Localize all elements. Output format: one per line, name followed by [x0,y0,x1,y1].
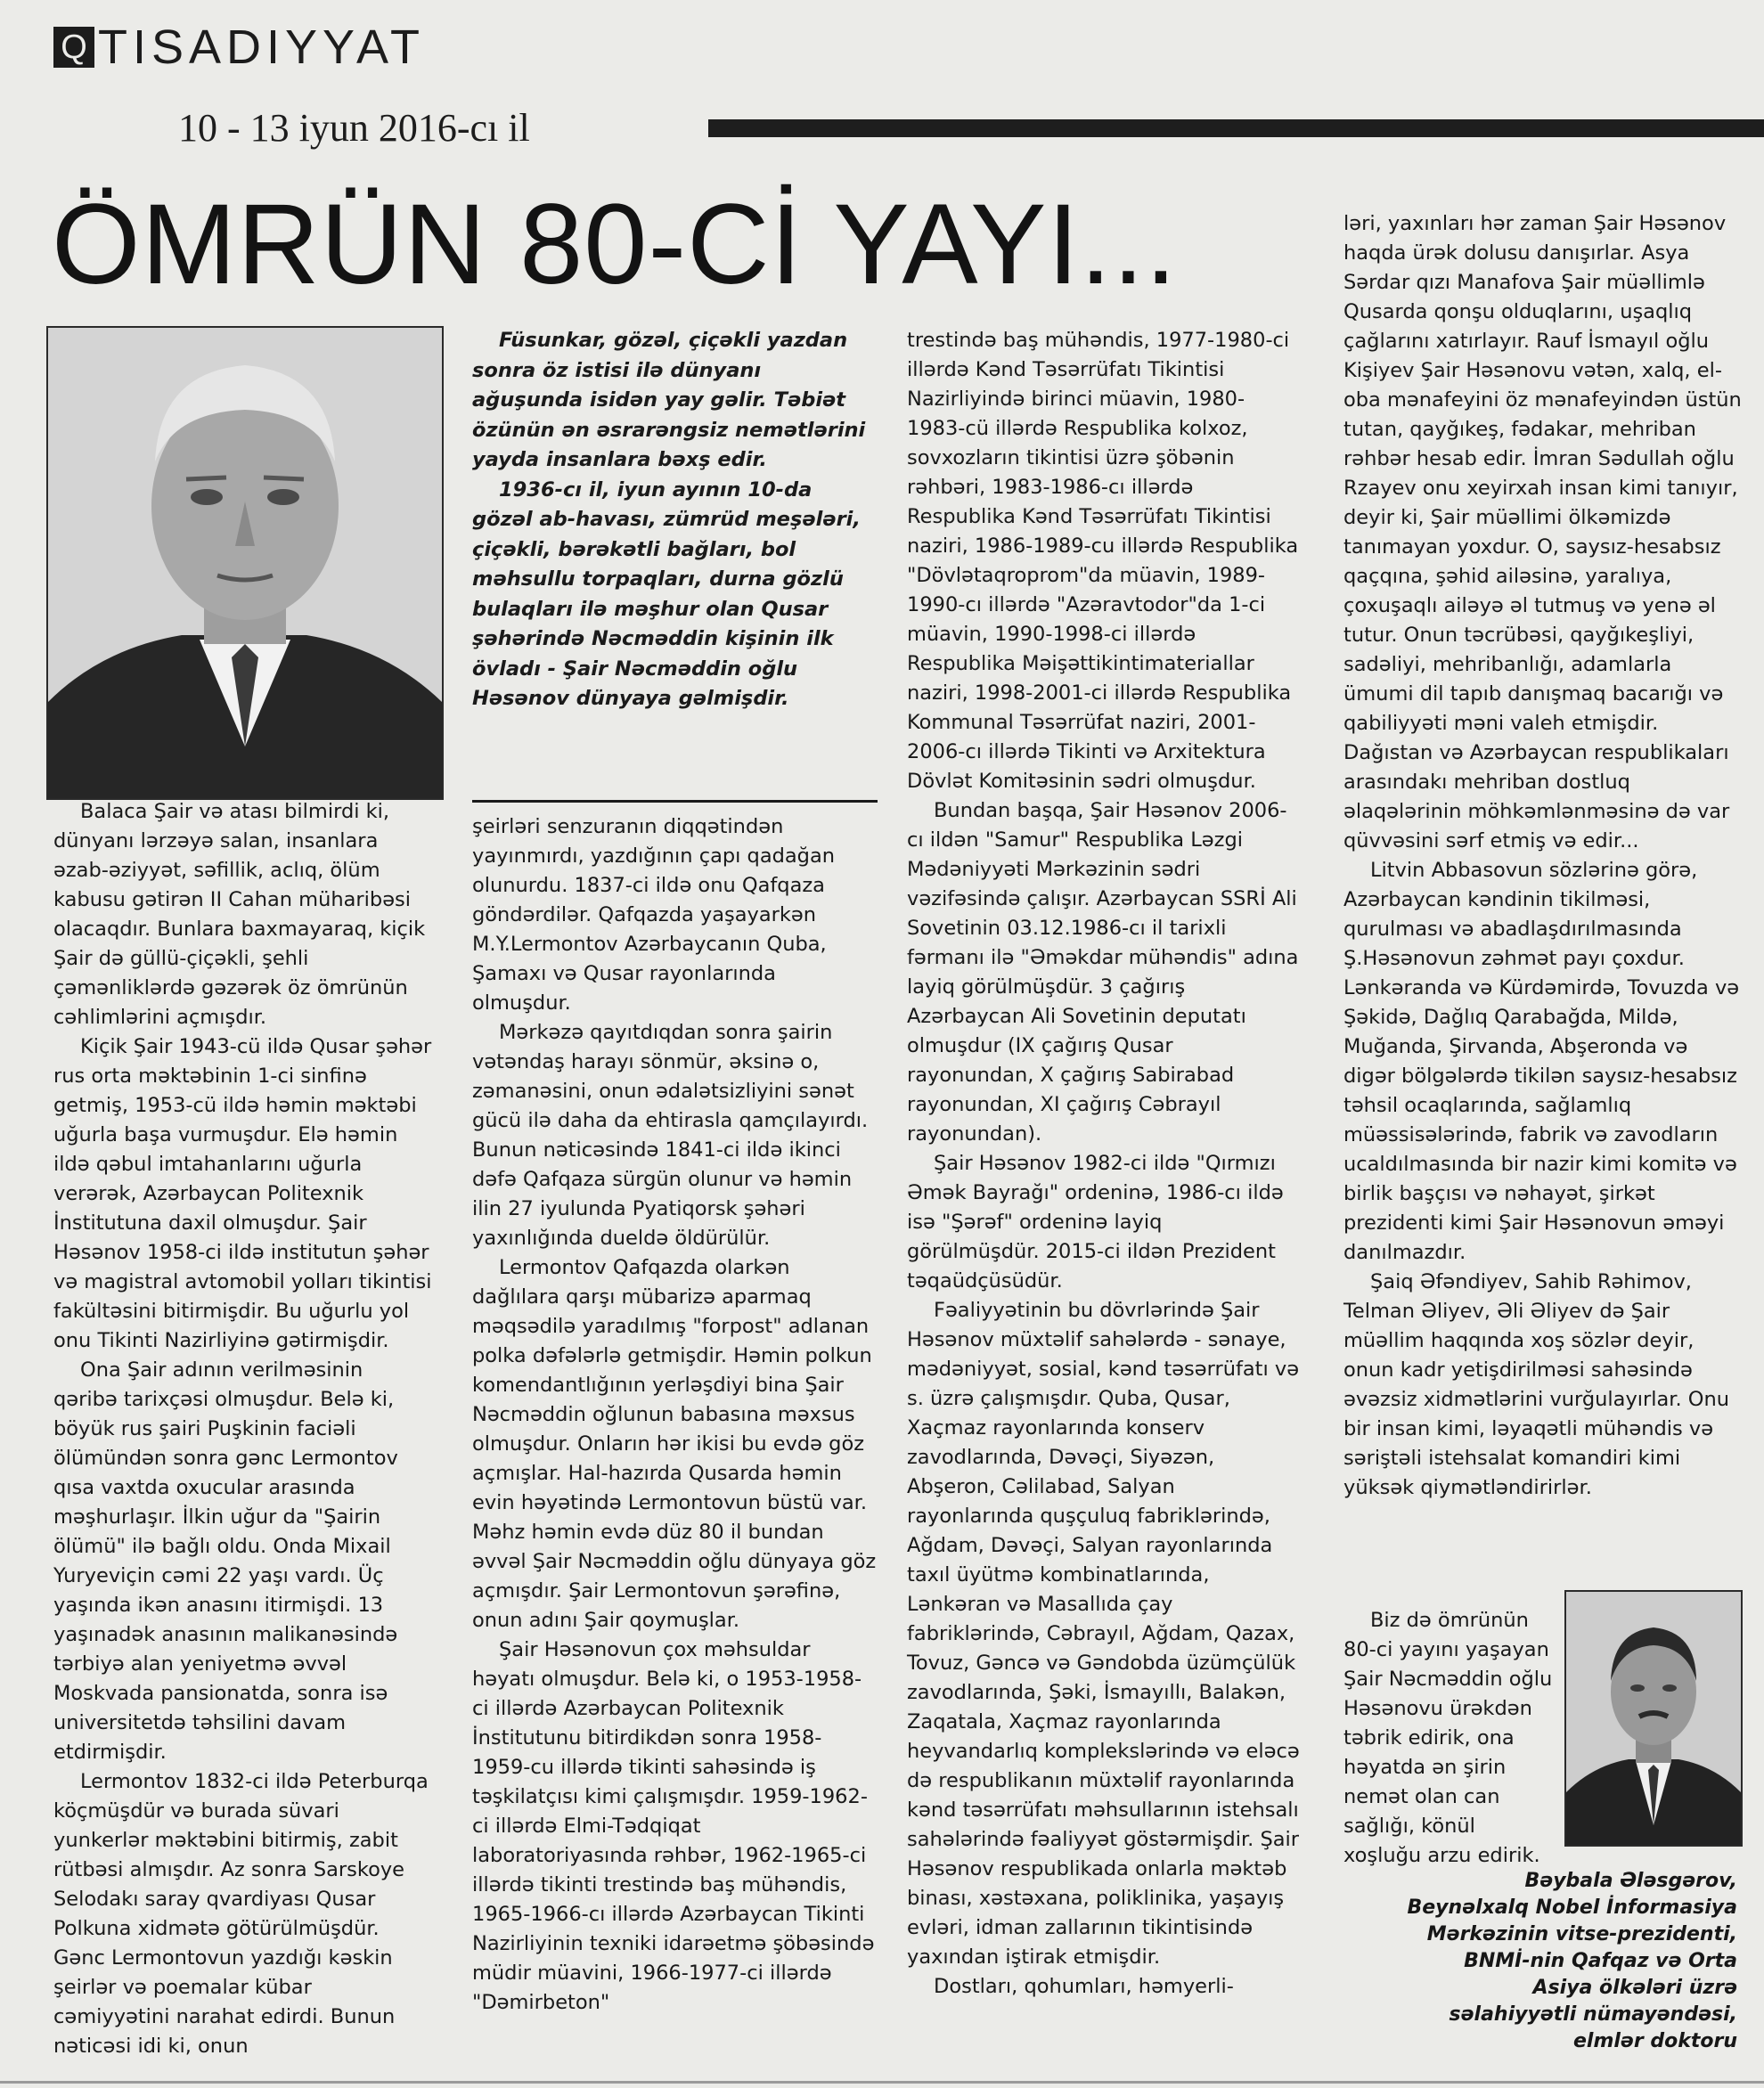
article-paragraph: Fəaliyyətinin bu dövrlərində Şair Həsənov müxtəlif sahələrdə - sənaye, mədəniyyət, sosial, kənd təsərrüfatı və s. üzrə çalışmışdır. Quba, Qusar, Xaçmaz rayonlarında konserv zavodlarında, Dəvəçi, Siyəzən, Abşeron, Cəlilabad, Salyan rayonlarında quşçuluq fabriklərində, Ağdam, Dəvəçi, Salyan rayonlarında taxıl üyütmə kombinatlarında, Lənkəran və Masallıda çay fabriklərində, Cəbrayıl, Ağdam, Qazax, Tovuz, Gəncə və Gəndobda üzümçülük zavodlarında, Şəki, İsmayıllı, Balakən, Zaqatala, Xaçmaz rayonlarında heyvandarlıq komplekslərində və eləcə də respublikanın müxtəlif rayonlarında kənd təsərrüfatı məhsullarının istehsalı sahələrində fəaliyyət göstərmişdir. Şair Həsənov respublikada onlarla məktəb binası, xəstəxana, poliklinika, yaşayış evləri, idman zallarının tikintisində yaxından iştirak etmişdir. [907,1299,1300,1969]
article-paragraph: Şair Həsənov 1982-ci ildə "Qırmızı Əmək Bayrağı" ordeninə, 1986-cı ildə isə "Şərəf" ordeninə layiq görülmüşdür. 2015-ci ildən Prezident təqaüdçüsüdür. [907,1152,1284,1293]
portrait-photo [46,326,444,800]
portrait-illustration [1566,1592,1741,1845]
article-paragraph: Litvin Abbasovun sözlərinə görə, Azərbaycan kəndinin tikilməsi, qurulması və abadlaşdırılmasında Ş.Həsənovun zəhmət payı çoxdur. Lənkəranda və Kürdəmirdə, Tovuzda və Şəkidə, Dağlıq Qarabağda, Mildə, Muğanda, Şirvanda, Abşeronda və digər bölgələrdə tikilən saysız-hesabsız təhsil ocaqlarında, sağlamlıq müəssisələrində, fabrik və zavodların ucaldılmasında bir nazir kimi komitə və birlik başçısı və nəhayət, şirkət prezidenti kimi Şair Həsənovun əməyi danılmazdır. [1343,859,1740,1264]
lead-paragraph: Füsunkar, gözəl, çiçəkli yazdan sonra öz istisi ilə dünyanı ağuşunda isidən yay gəlir. Təbiət özünün ən əsrarəngsiz nemətlərini yayda insanlara bəxş edir. [472,329,866,471]
article-paragraph: Lermontov Qafqazda olarkən dağlılara qarşı mübarizə aparmaq məqsədilə yaradılmış "forpost" adlanan polka dəfələrlə getmişdir. Həmin polkun komendantlığının yerləşdiyi bina Şair Nəcməddin oğlunun babasına məxsus olmuşdur. Onların hər ikisi bu evdə göz açmışlar. Hal-hazırda Qusarda həmin evin həyətində Lermontovun büstü var. Məhz həmin evdə düz 80 il bundan əvvəl Şair Nəcməddin oğlu dünyaya göz açmışdır. Şair Lermontovun şərəfinə, onun adını Şair qoymuşlar. [472,1256,877,1632]
article-paragraph: şeirləri senzuranın diqqətindən yayınmırdı, yazdığının çapı qadağan olunurdu. 1837-ci ildə onu Qafqaza göndərdilər. Qafqazda yaşayarkən M.Y.Lermontov Azərbaycanın Quba, Şamaxı və Qusar rayonlarında olmuşdur. [472,815,836,1015]
signature-line: elmlər doktoru [1573,2030,1737,2052]
article-paragraph: ləri, yaxınları hər zaman Şair Həsənov haqda ürək dolusu danışırlar. Asya Sərdar qızı Manafova Şair müəllimlə Qusarda qonşu olduqlarını, uşaqlıq çağlarını xatırlayır. Rauf İsmayıl oğlu Kişiyev Şair Həsənovu vətən, xalq, el-oba mənafeyini öz mənafeyindən üstün tutan, qayğıkeş, fədakar, mehriban rəhbər hesab edir. İmran Sədullah oğlu Rzayev onu xeyirxah insan kimi tanıyır, deyir ki, Şair müəllimi ölkəmizdə tanımayan yoxdur. O, saysız-hesabsız qaçqına, şəhid ailəsinə, yaralıya, çoxuşaqlı ailəyə əl tutmuş və yenə əl tutur. Onun təcrübəsi, qayğıkeşliyi, sadəliyi, mehribanlığı, adamlarla ümumi dil tapıb danışmaq bacarığı və qabiliyyəti məni valeh etmişdir. Dağıstan və Azərbaycan respublikaları arasındakı mehriban dostluq əlaqələrinin möhkəmlənməsinə də var qüvvəsini sərf etmiş və edir... [1343,212,1742,852]
article-paragraph: Biz də ömrünün 80-ci yayını yaşayan Şair Nəcməddin oğlu Həsənovu ürəkdən təbrik edirik, ona həyatda ən şirin nemət olan can sağlığı, könül xoşluğu arzu edirik. [1343,1609,1553,1867]
lead-divider [472,800,878,803]
masthead-logo: Q [53,27,94,68]
article-column-3 [907,326,1301,2002]
masthead [53,20,425,75]
headline: ÖMRÜN 80-Cİ YAYI... [52,181,1178,308]
portrait-illustration [48,328,442,798]
issue-date: 10 - 13 iyun 2016-cı il [178,106,530,150]
article-column-4 [1343,209,1744,1503]
lead-paragraph: 1936-cı il, iyun ayının 10-da gözəl ab-havası, zümrüd meşələri, çiçəkli, bərəkətli bağları, bol məhsullu torpaqları, durna gözlü bulaqları ilə məşhur olan Qusar şəhərində Nəcməddin kişinin ilk övladı - Şair Nəcməddin oğlu Həsənov dünyaya gəlmişdir. [472,477,861,710]
article-paragraph: Bundan başqa, Şair Həsənov 2006-cı ildən "Samur" Respublika Ləzgi Mədəniyyəti Mərkəzinin sədri vəzifəsində çalışır. Azərbaycan SSRİ Ali Sovetinin 03.12.1986-cı il tarixli fərmanı ilə "Əməkdar mühəndis" adına layiq görülmüşdür. 3 çağırış Azərbaycan Ali Sovetinin deputatı olmuşdur (IX çağırış Qusar rayonundan, X çağırış Sabirabad rayonundan, XI çağırış Cəbrayıl rayonundan). [907,799,1299,1146]
signature-line: Beynəlxalq Nobel İnformasiya [1407,1896,1737,1919]
signature-line: BNMİ-nin Qafqaz və Orta [1464,1950,1737,1972]
article-paragraph: Mərkəzə qayıtdıqdan sonra şairin vətəndaş harayı sönmür, əksinə o, zəmanəsini, onun ədalətsizliyini sənət gücü ilə daha da ehtirasla qamçılayırdı. Bunun nəticəsində 1841-ci ildə ikinci dəfə Qafqaza sürgün olunur və həmin ilin 27 iyulunda Pyatiqorsk şəhəri yaxınlığında dueldə öldürülür. [472,1021,869,1250]
signature-line: Asiya ölkələri üzrə [1532,1977,1737,1999]
article-paragraph: trestində baş mühəndis, 1977-1980-ci illərdə Kənd Təsərrüfatı Tikintisi Nazirliyində birinci müavin, 1980-1983-cü illərdə Respublika kolxoz, sovxozların tikintisi üzrə şöbənin rəhbəri, 1983-1986-cı illərdə Respublika Kənd Təsərrüfatı Tikintisi naziri, 1986-1989-cu illərdə Respublika "Dövlətaqroprom"da müavin, 1989-1990-cı illərdə "Azəravtodor"da 1-ci müavin, 1990-1998-ci illərdə Respublika Məişəttikintimateriallar naziri, 1998-2001-ci illərdə Respublika Kommunal Təsərrüfat naziri, 2001-2006-cı illərdə Tikinti və Arxitektura Dövlət Komitəsinin sədri olmuşdur. [907,329,1299,793]
article-paragraph: Kiçik Şair 1943-cü ildə Qusar şəhər rus orta məktəbinin 1-ci sinfinə getmiş, 1953-cü ildə həmin məktəbi uğurla başa vurmuşdur. Elə həmin ildə qəbul imtahanlarını uğurla verərək, Azərbaycan Politexnik İnstitutuna daxil olmuşdur. Şair Həsənov 1958-ci ildə institutun şəhər və magistral avtomobil yolları tikintisi fakültəsini bitirmişdir. Bu uğurlu yol onu Tikinti Nazirliyinə gətirmişdir. [53,1035,432,1352]
lead-paragraphs [472,326,866,714]
article-paragraph: Lermontov 1832-ci ildə Peterburqa köçmüşdür və burada süvari yunkerlər məktəbini bitirmiş, zabit rütbəsi almışdır. Az sonra Sarskoye Selodakı saray qvardiyası Qusar Polkuna xidmətə götürülmüşdür. Gənc Lermontovun yazdığı kəskin şeirlər və poemalar kübar cəmiyyətini narahat edirdi. Bunun nəticəsi idi ki, onun [53,1770,429,2058]
date-rule [708,119,1764,137]
article-column-2 [472,812,878,2018]
author-signature [1345,1868,1737,2055]
signature-line: Mərkəzinin vitse-prezidenti, [1426,1923,1737,1945]
article-paragraph: Şaiq Əfəndiyev, Sahib Rəhimov, Telman Əliyev, Əli Əliyev də Şair müəllim haqqında xoş sözlər deyir, onun kadr yetişdirilməsi sahəsində əvəzsiz xidmətlərini vurğulayırlar. Onu bir insan kimi, ləyaqətli mühəndis və səriştəli istehsalat komandiri kimi yüksək qiymətləndirirlər. [1343,1270,1730,1499]
closing-wish [1343,1606,1557,1871]
article-paragraph: Balaca Şair və atası bilmirdi ki, dünyanı lərzəyə salan, insanlara əzab-əziyyət, səfillik, aclıq, ölüm kabusu gətirən II Cahan müharibəsi olacaqdır. Bunlara baxmayaraq, kiçik Şair də güllü-çiçəkli, şehli çəmənliklərdə gəzərək öz ömrünün cəhlimlərini açmışdır. [53,800,426,1029]
article-column-1 [53,797,433,2061]
signature-line: səlahiyyətli nümayəndəsi, [1449,2003,1737,2026]
second-portrait-photo [1564,1590,1743,1847]
page-bottom-rule [0,2081,1764,2084]
signature-line: Bəybala Ələsgərov, [1524,1870,1737,1892]
article-paragraph: Şair Həsənovun çox məhsuldar həyatı olmuşdur. Belə ki, o 1953-1958-ci illərdə Azərbaycan Politexnik İnstitutunu bitirdikdən sonra 1958-1959-cu illərdə tikinti sahəsində iş təşkilatçısı kimi çalışmışdır. 1959-1962-ci illərdə Elmi-Tədqiqat laboratoriyasında rəhbər, 1962-1965-ci illərdə tikinti trestində baş mühəndis, 1965-1966-cı illərdə Azərbaycan Tikinti Nazirliyinin texniki idarəetmə şöbəsində müdir müavini, 1966-1977-ci illərdə "Dəmirbeton" [472,1638,875,2014]
article-paragraph: Ona Şair adının verilməsinin qəribə tarixçəsi olmuşdur. Belə ki, böyük rus şairi Puşkinin faciəli ölümündən sonra gənc Lermontov qısa vaxtda oxucular arasında məşhurlaşır. İlkin uğur da "Şairin ölümü" ilə bağlı oldu. Onda Mixail Yuryeviçin cəmi 22 yaşı vardı. Üç yaşında ikən anasını itirmişdi. 13 yaşınadək anasının malikanəsində tərbiyə alan yeniyetmə əvvəl Moskvada pansionatda, sonra isə universitetdə təhsilini davam etdirmişdir. [53,1358,398,1764]
article-paragraph: Dostları, qohumları, həmyerli- [934,1975,1234,1998]
masthead-title: TISADIYYAT [98,20,426,74]
